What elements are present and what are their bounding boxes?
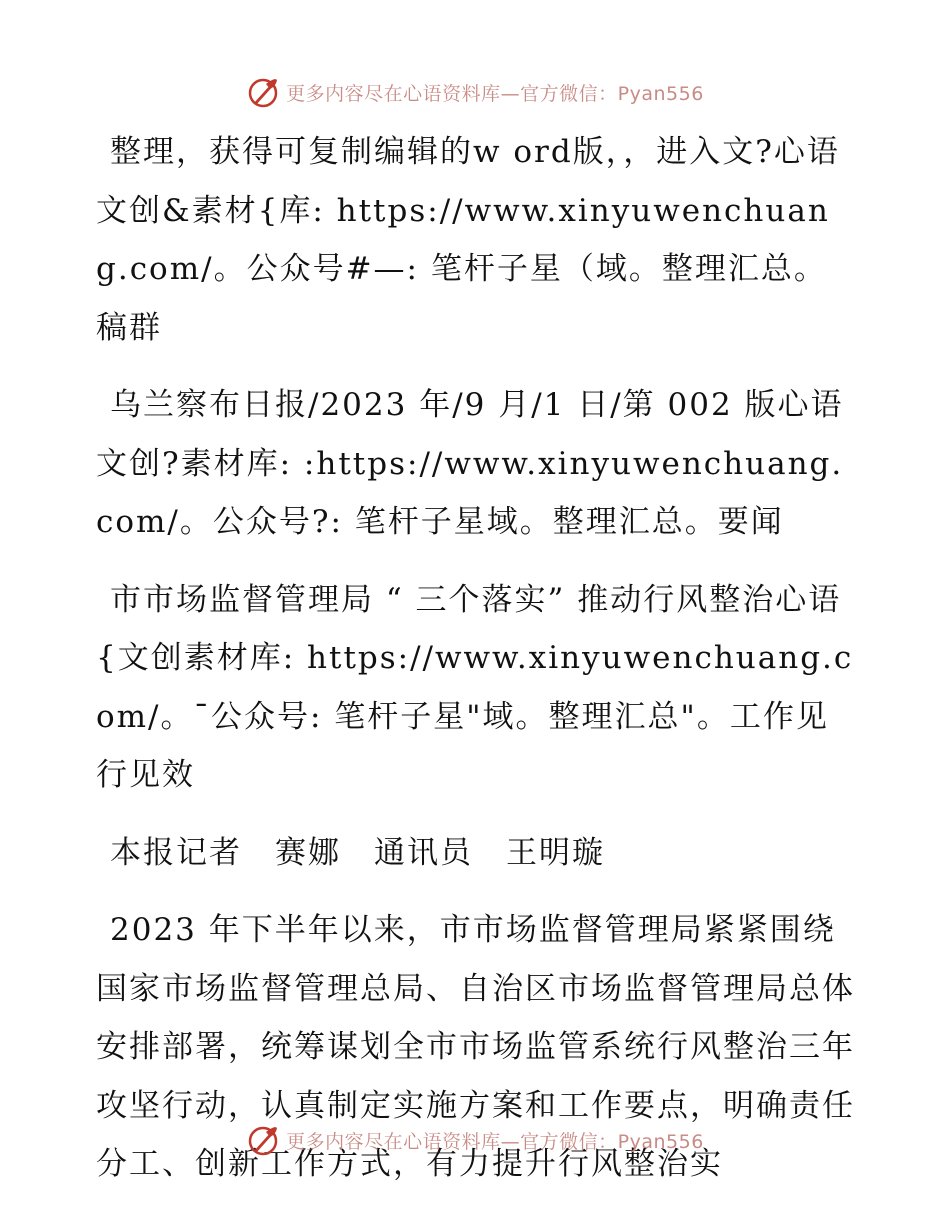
paragraph-publication-info: 乌兰察布日报/2023 年/9 月/1 日/第 002 版心语文创?素材库: :https://www.xinyuwenchuang.com/。公众号?: 笔杆子星域。整理汇总。要闻 <box>96 387 844 540</box>
paragraph-source-note: 整理，获得可复制编辑的w ord版，，进入文?心语文创&素材{库: https://www.xinyuwenchuang.com/。公众号#—: 笔杆子星（域。整理汇总。稿群 <box>96 134 840 346</box>
header-watermark <box>0 72 950 112</box>
watermark-text: 更多内容尽在心语资料库—官方微信：Pyan556 <box>286 82 704 105</box>
watermark-text: 更多内容尽在心语资料库—官方微信：Pyan556 <box>286 1130 704 1153</box>
paragraph-byline: 本报记者 赛娜 通讯员 王明璇 <box>110 834 605 871</box>
document-body <box>96 123 856 1213</box>
quill-pen-logo-icon <box>246 1123 280 1157</box>
quill-pen-logo-icon <box>246 75 280 109</box>
paragraph-body: 2023 年下半年以来，市市场监督管理局紧紧围绕国家市场监督管理总局、自治区市场监督管理局总体安排部署，统筹谋划全市市场监管系统行风整治三年攻坚行动，认真制定实施方案和工作要点，明确责任分工、创新工作方式，有力提升行风整治实 <box>96 912 855 1182</box>
footer-watermark <box>0 1120 950 1160</box>
paragraph-headline: 市市场监督管理局 “ 三个落实” 推动行风整治心语{文创素材库: https://www.xinyuwenchuang.com/。¯公众号: 笔杆子星"域。整理汇总"。工作见行见效 <box>96 581 854 793</box>
